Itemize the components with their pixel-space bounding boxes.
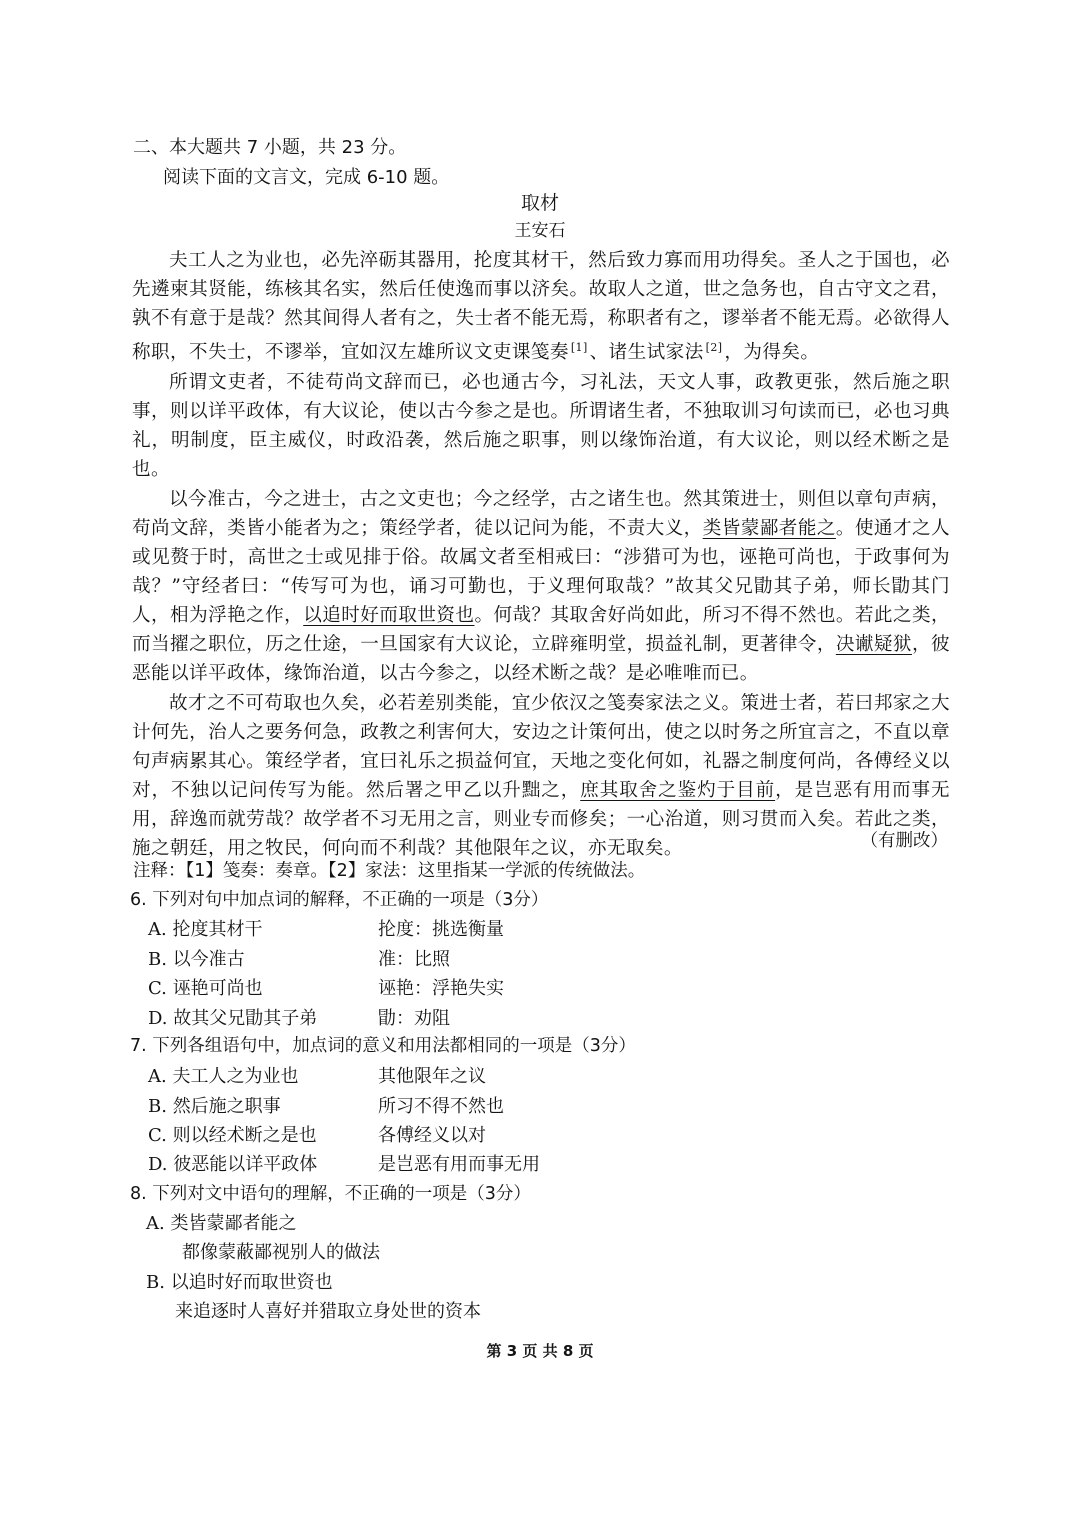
q8-option-a[interactable] <box>146 1209 296 1235</box>
paragraph-1-text: 夫工人之为业也，必先淬砺其器用，抡度其材干，然后致力寡而用功得矣。圣人之于国也，必先遴柬其贤能，练核其名实，然后任使逸而事以济矣。故取人之道，世之急务也，自古守文之君，孰不有意于是哉？然其间得人者有之，失士者不能无焉，称职者有之，谬举者不能无焉。必欲得人称职，不失士，不谬举，宜如汉左雄所议文吏课笺奏 <box>132 250 950 364</box>
underlined-phrase-1: 类皆蒙鄙者能之 <box>702 518 836 540</box>
option-sentence: 抡度其材干 <box>172 919 263 940</box>
question-8-stem: 8. 下列对文中语句的理解，不正确的一项是（3分） <box>130 1184 531 1204</box>
paragraph-3 <box>132 485 950 688</box>
option-label: C. <box>148 1125 167 1146</box>
paragraph-2: 所谓文吏者，不徒苟尚文辞而已，必也通古今，习礼法，天文人事，政教更张，然后施之职事，则以详平政体，有大议论，使以古今参之是也。所谓诸生者，不独取训习句读而已，必也习典礼，明制度，臣主威仪，时政沿袭，然后施之职事，则以缘饰治道，有大议论，则以经术断之是也。 <box>132 372 950 481</box>
paragraph-3-text: 以今准古，今之进士，古之文吏也；今之经学，古之诸生也。然其策进士，则但以章句声病，苟尚文辞，类皆小能者为之；策经学者，徒以记问为能，不责大义， <box>132 489 950 540</box>
q7-option-b-pair: 所习不得不然也 <box>378 1096 504 1117</box>
paragraph-1-text-b: 、诸生试家法 <box>589 342 704 364</box>
paragraph-4 <box>132 689 950 863</box>
q6-option-a-gloss: 抡度：挑选衡量 <box>378 919 504 940</box>
q7-option-a[interactable] <box>148 1062 298 1088</box>
q6-option-b[interactable] <box>148 945 245 971</box>
q7-option-c[interactable] <box>148 1121 317 1147</box>
underlined-phrase-4: 庶其取舍之鉴灼于目前 <box>580 780 776 802</box>
question-6-stem: 6. 下列对句中加点词的解释，不正确的一项是（3分） <box>130 890 549 910</box>
q8-option-a-gloss: 都像蒙蔽鄙视别人的做法 <box>182 1242 380 1263</box>
note-marker-2: [2] <box>705 341 723 354</box>
q6-option-a[interactable] <box>148 915 262 941</box>
passage-title: 取材 <box>520 192 559 214</box>
edit-note: （有删改） <box>860 831 948 851</box>
annotation: 注释：【1】笺奏：奏章。【2】家法：这里指某一学派的传统做法。 <box>133 861 646 881</box>
question-7-stem: 7. 下列各组语句中，加点词的意义和用法都相同的一项是（3分） <box>130 1036 636 1056</box>
option-label: A. <box>148 919 167 940</box>
passage-author: 王安石 <box>514 221 566 241</box>
option-label: A. <box>148 1066 167 1087</box>
paragraph-1-text-c: ，为得矣。 <box>724 342 820 364</box>
q7-option-d[interactable] <box>148 1150 317 1176</box>
underlined-phrase-2: 以追时好而取世资也 <box>303 605 475 627</box>
q6-option-d-gloss: 勖：劝阻 <box>378 1008 450 1029</box>
paragraph-4-text: 故才之不可苟取也久矣，必若差别类能，宜少依汉之笺奏家法之义。策进士者，若曰邦家之大计何先，治人之要务何急，政教之利害何大，安边之计策何出，使之以时务之所宜言之，不直以章句声病累其心。策经学者，宜曰礼乐之损益何宜，天地之变化何如，礼器之制度何尚，各傅经义以对，不独以记问传写为能。然后署之甲乙以升黜之， <box>132 693 950 802</box>
q7-option-a-pair: 其他限年之议 <box>378 1066 486 1087</box>
option-label: D. <box>148 1154 168 1175</box>
option-sentence: 则以经术断之是也 <box>172 1125 317 1146</box>
option-label: D. <box>148 1008 168 1029</box>
option-label: B. <box>148 949 167 970</box>
q7-option-c-pair: 各傅经义以对 <box>378 1125 486 1146</box>
option-sentence: 故其父兄勖其子弟 <box>173 1008 318 1029</box>
option-label: B. <box>148 1096 167 1117</box>
option-label: C. <box>148 978 167 999</box>
paragraph-4-text-b: ，是岂恶有用而事无用，辞逸而就劳哉？故学者不习无用之言，则业专而修矣；一心治道，则习贯而入矣。若此之类，施之朝廷，用之牧民，何向而不利哉？其他限年之议，亦无取矣。 <box>132 780 950 860</box>
q6-option-c[interactable] <box>148 974 263 1000</box>
q7-option-d-pair: 是岂恶有用而事无用 <box>378 1154 540 1175</box>
paragraph-3-text-b: 。使通才之人或见赘于时，高世之士或见排于俗。故属文者至相戒曰：“涉猎可为也，诬艳可尚也，于政事何为哉？”守经者曰：“传写可为也，诵习可勤也，于义理何取哉？”故其父兄勖其子弟，师长勖其门人，相为浮艳之作， <box>132 518 950 627</box>
q8-option-b-gloss: 来追逐时人喜好并猎取立身处世的资本 <box>175 1301 481 1322</box>
option-label: B. <box>146 1272 165 1293</box>
q8-option-b[interactable] <box>146 1268 333 1294</box>
note-marker-1: [1] <box>570 341 588 354</box>
option-sentence: 以今准古 <box>172 949 245 970</box>
option-sentence: 类皆蒙鄙者能之 <box>170 1213 297 1234</box>
passage-body <box>132 246 950 863</box>
option-sentence: 夫工人之为业也 <box>172 1066 299 1087</box>
option-sentence: 彼恶能以详平政体 <box>173 1154 318 1175</box>
option-sentence: 以追时好而取世资也 <box>170 1272 333 1293</box>
q6-option-b-gloss: 准：比照 <box>378 949 450 970</box>
section-header: 二、本大题共 7 小题，共 23 分。 <box>133 137 407 158</box>
q7-option-b[interactable] <box>148 1092 281 1118</box>
option-sentence: 然后施之职事 <box>172 1096 281 1117</box>
paragraph-1 <box>132 246 950 367</box>
q6-option-d[interactable] <box>148 1004 317 1030</box>
instruction: 阅读下面的文言文，完成 6-10 题。 <box>163 167 450 188</box>
paragraph-3-text-c: 。何哉？其取舍好尚如此，所习不得不然也。若此之类，而当擢之职位，历之仕途，一旦国家有大议论，立辟雍明堂，损益礼制，更著律令， <box>132 605 950 656</box>
q6-option-c-gloss: 诬艳：浮艳失实 <box>378 978 504 999</box>
paragraph-3-text-d: ，彼恶能以详平政体，缘饰治道，以古今参之，以经术断之哉？是必唯唯而已。 <box>132 634 950 685</box>
option-label: A. <box>146 1213 165 1234</box>
option-sentence: 诬艳可尚也 <box>172 978 263 999</box>
page-footer: 第 3 页 共 8 页 <box>486 1342 594 1360</box>
underlined-phrase-3: 决谳疑狱 <box>835 634 912 656</box>
